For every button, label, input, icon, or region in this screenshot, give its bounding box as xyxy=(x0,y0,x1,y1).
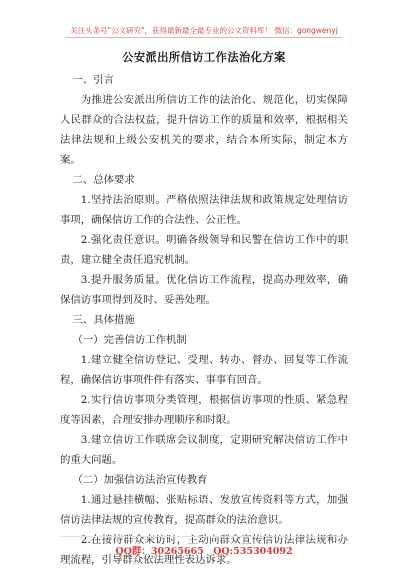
publicity-item-1: 1.通过悬挂横幅、张贴标语、发放宣传资料等方式，加强信访法律法规的宣传教育，提高群众的法治意识。 xyxy=(60,494,348,526)
requirement-item-3: 3.提升服务质量。优化信访工作流程，提高办理效率，确保信访事项得到及时、妥善处理。 xyxy=(60,274,348,306)
document-body xyxy=(60,48,348,570)
requirement-item-2: 2.强化责任意识。明确各级领导和民警在信访工作中的职责，建立健全责任追究机制。 xyxy=(60,234,348,266)
footer-contact: QQ群：30265665 QQ:535304092 xyxy=(115,546,293,557)
section-heading-measures: 三、具体措施 xyxy=(72,314,135,326)
section-heading-intro: 一、引言 xyxy=(72,74,115,86)
intro-paragraph: 为推进公安派出所信访工作的法治化、规范化，切实保障人民群众的合法权益，提升信访工作的质量和效率，根据相关法律法规和上级公安机关的要求，结合本所实际，制定本方案。 xyxy=(60,94,348,166)
mechanism-item-1: 1.建立健全信访登记、受理、转办、督办、回复等工作流程，确保信访事项件件有落实、事事有回音。 xyxy=(60,354,348,386)
header-note: 关注头条号"公文研究"，获得最新最全最专业的公文资料库！ 微信：gongwenyj xyxy=(70,26,338,35)
subsection-heading-mechanism: （一）完善信访工作机制 xyxy=(72,334,187,346)
section-heading-requirements: 二、总体要求 xyxy=(72,174,135,186)
publicity-item-2: 2.在接待群众来访时，主动向群众宣传信访法律法规和办理流程，引导群众依法理性表达诉求。 xyxy=(60,534,348,566)
footer-divider xyxy=(60,536,348,537)
mechanism-item-2: 2.实行信访事项分类管理，根据信访事项的性质、紧急程度等因素，合理安排办理顺序和时限。 xyxy=(60,394,348,426)
document-title: 公安派出所信访工作法治化方案 xyxy=(122,50,286,64)
requirement-item-1: 1.坚持法治原则。严格依照法律法规和政策规定处理信访事项，确保信访工作的合法性、公正性。 xyxy=(60,194,348,226)
header-divider xyxy=(66,37,342,38)
mechanism-item-3: 3.建立信访工作联席会议制度，定期研究解决信访工作中的重大问题。 xyxy=(60,434,348,466)
subsection-heading-publicity: （二）加强信访法治宣传教育 xyxy=(72,474,208,486)
